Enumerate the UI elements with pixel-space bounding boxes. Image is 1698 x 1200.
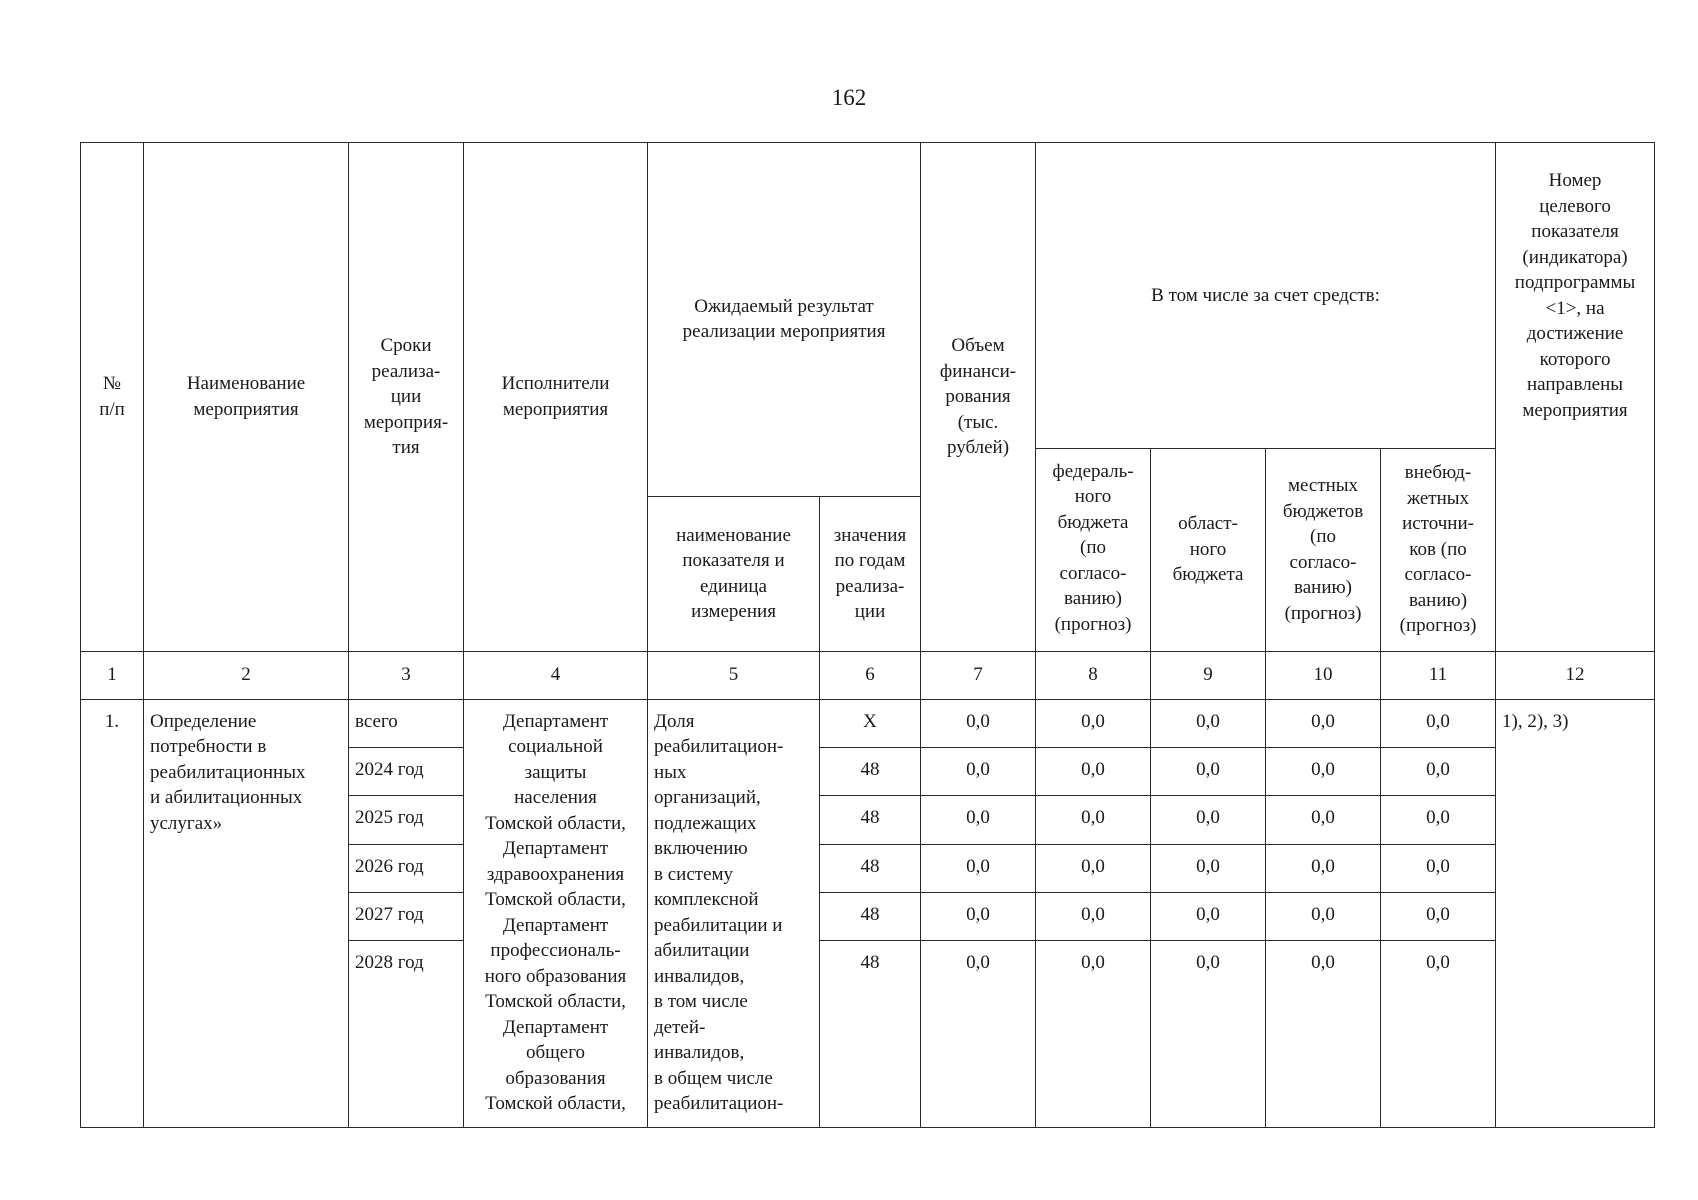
funding-regional: 0,0 [1151, 796, 1266, 844]
header-yearly-values: значения по годам реализа- ции [820, 496, 921, 651]
column-number: 5 [648, 651, 820, 699]
funding-local: 0,0 [1266, 699, 1381, 747]
funding-local: 0,0 [1266, 940, 1381, 1127]
column-number: 2 [144, 651, 349, 699]
indicator-value: 48 [820, 748, 921, 796]
period-cell: 2027 год [349, 892, 464, 940]
funding-regional: 0,0 [1151, 892, 1266, 940]
indicator-value: 48 [820, 892, 921, 940]
period-cell: 2026 год [349, 844, 464, 892]
funding-extrabudgetary: 0,0 [1381, 748, 1496, 796]
period-cell: всего [349, 699, 464, 747]
funding-regional: 0,0 [1151, 844, 1266, 892]
funding-total: 0,0 [921, 748, 1036, 796]
column-number: 12 [1496, 651, 1655, 699]
program-activities-table [80, 142, 1655, 1128]
funding-local: 0,0 [1266, 844, 1381, 892]
indicator-value: 48 [820, 796, 921, 844]
header-target-indicator-number: Номер целевого показателя (индикатора) подпрограммы <1>, на достижение которого направлены мероприятия [1496, 143, 1655, 449]
column-number: 3 [349, 651, 464, 699]
header-expected-result: Ожидаемый результат реализации мероприятия [648, 143, 921, 497]
item-target-numbers: 1), 2), 3) [1496, 699, 1655, 1127]
column-number: 1 [81, 651, 144, 699]
funding-extrabudgetary: 0,0 [1381, 796, 1496, 844]
funding-federal: 0,0 [1036, 796, 1151, 844]
table-row [81, 699, 1655, 747]
item-executors: Департамент социальной защиты населения Томской области, Департамент здравоохранения Томской области, Департамент профессиональ- ного образования Томской области, Департамент общего образования Томской области, [464, 699, 648, 1127]
header-funding-volume: Объем финанси- рования (тыс. рублей) [921, 143, 1036, 652]
funding-federal: 0,0 [1036, 844, 1151, 892]
header-extrabudgetary: внебюд- жетных источни- ков (по согласо- ванию) (прогноз) [1381, 448, 1496, 651]
funding-regional: 0,0 [1151, 940, 1266, 1127]
funding-local: 0,0 [1266, 748, 1381, 796]
funding-federal: 0,0 [1036, 748, 1151, 796]
page-number: 162 [831, 85, 867, 110]
funding-federal: 0,0 [1036, 699, 1151, 747]
funding-extrabudgetary: 0,0 [1381, 844, 1496, 892]
header-local-budgets: местных бюджетов (по согласо- ванию) (прогноз) [1266, 448, 1381, 651]
column-number: 9 [1151, 651, 1266, 699]
column-numbers-row [81, 651, 1655, 699]
period-cell: 2025 год [349, 796, 464, 844]
funding-extrabudgetary: 0,0 [1381, 699, 1496, 747]
header-funding-sources: В том числе за счет средств: [1036, 143, 1496, 449]
header-row-top [81, 143, 1655, 449]
header-number: № п/п [81, 143, 144, 652]
header-federal-budget: федераль- ного бюджета (по согласо- ванию) (прогноз) [1036, 448, 1151, 651]
period-cell: 2024 год [349, 748, 464, 796]
funding-regional: 0,0 [1151, 748, 1266, 796]
header-timeframe: Сроки реализа- ции мероприя- тия [349, 143, 464, 652]
funding-total: 0,0 [921, 796, 1036, 844]
funding-total: 0,0 [921, 892, 1036, 940]
funding-federal: 0,0 [1036, 892, 1151, 940]
column-number: 10 [1266, 651, 1381, 699]
item-indicator-name: Доля реабилитацион- ных организаций, подлежащих включению в систему комплексной реабилитации и абилитации инвалидов, в том числе детей- инвалидов, в общем числе реабилитацион- [648, 699, 820, 1127]
funding-total: 0,0 [921, 844, 1036, 892]
column-number: 11 [1381, 651, 1496, 699]
item-number: 1. [81, 699, 144, 1127]
item-activity-name: Определение потребности в реабилитационных и абилитационных услугах» [144, 699, 349, 1127]
header-executors: Исполнители мероприятия [464, 143, 648, 652]
funding-federal: 0,0 [1036, 940, 1151, 1127]
column-number: 7 [921, 651, 1036, 699]
funding-local: 0,0 [1266, 892, 1381, 940]
funding-local: 0,0 [1266, 796, 1381, 844]
column-number: 8 [1036, 651, 1151, 699]
indicator-value: Х [820, 699, 921, 747]
funding-extrabudgetary: 0,0 [1381, 892, 1496, 940]
funding-regional: 0,0 [1151, 699, 1266, 747]
indicator-value: 48 [820, 940, 921, 1127]
indicator-value: 48 [820, 844, 921, 892]
header-indicator-name: наименование показателя и единица измерения [648, 496, 820, 651]
funding-total: 0,0 [921, 699, 1036, 747]
header-activity-name: Наименование мероприятия [144, 143, 349, 652]
period-cell: 2028 год [349, 940, 464, 1127]
funding-total: 0,0 [921, 940, 1036, 1127]
column-number: 4 [464, 651, 648, 699]
funding-extrabudgetary: 0,0 [1381, 940, 1496, 1127]
column-number: 6 [820, 651, 921, 699]
header-regional-budget: област- ного бюджета [1151, 448, 1266, 651]
header-target-indicator-blank [1496, 448, 1655, 651]
